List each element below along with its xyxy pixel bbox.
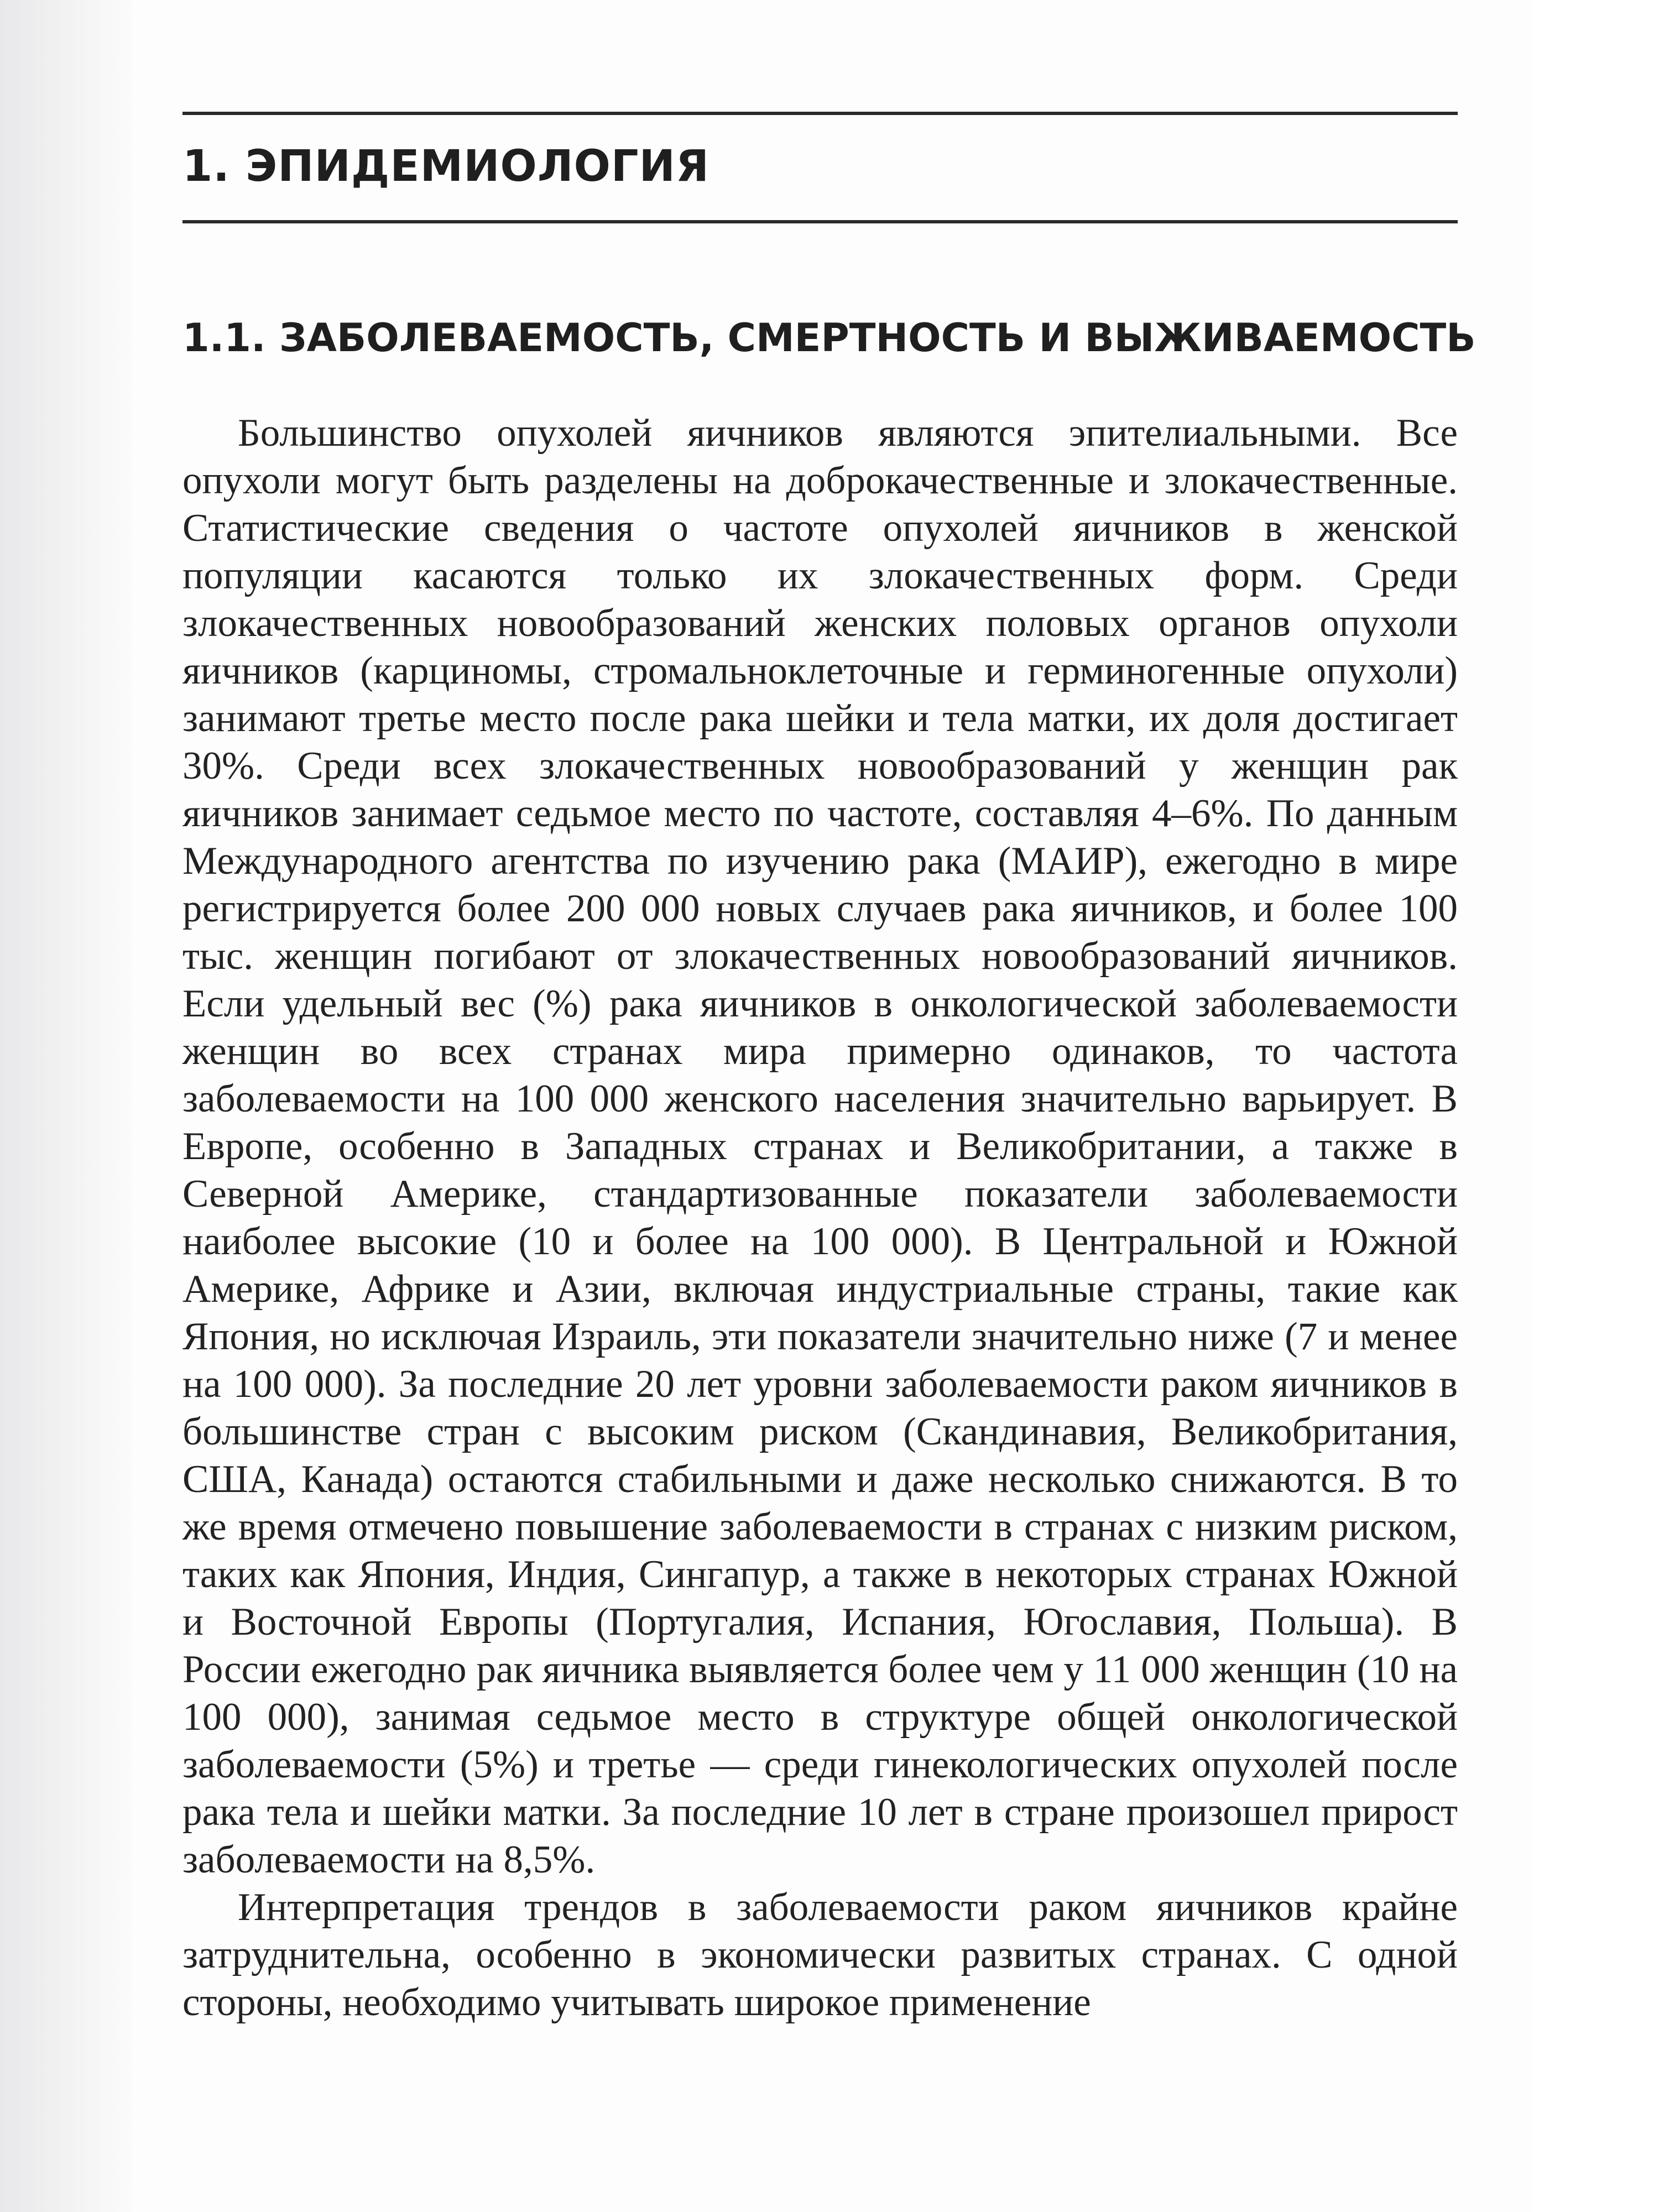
chapter-top-rule <box>182 112 1458 115</box>
section-title: 1.1. ЗАБОЛЕВАЕМОСТЬ, СМЕРТНОСТЬ И ВЫЖИВАЕМОСТЬ <box>182 315 1476 361</box>
page-margin-right <box>1532 0 1659 2212</box>
chapter-bottom-rule <box>182 220 1458 223</box>
chapter-title: 1. ЭПИДЕМИОЛОГИЯ <box>182 142 709 191</box>
paragraph: Интерпретация трендов в заболеваемости раком яичников крайне затруднительна, особенно в экономически развитых странах. С одной стороны, необходимо учитывать широкое применение <box>182 1886 1458 2024</box>
paragraph: Большинство опухолей яичников являются эпителиальными. Все опухоли могут быть разделены на доброкачественные и злокачественные. Статистические сведения о частоте опухолей яичников в женской популяции касаются только их злокачественных форм. Среди злокачественных новообразований женских половых органов опухоли яичников (карциномы, стромальноклеточные и герминогенные опухоли) занимают третье место после рака шейки и тела матки, их доля достигает 30%. Среди всех злокачественных новообразований у женщин рак яичников занимает седьмое место по частоте, составляя 4–6%. По данным Международного агентства по изучению рака (МАИР), ежегодно в мире регистрируется более 200 000 новых случаев рака яичников, и более 100 тыс. женщин погибают от злокачественных новообразований яичников. Если удельный вес (%) рака яичников в онкологической заболеваемости женщин во всех странах мира примерно одинаков, то частота заболеваемости на 100 000 женского населения значительно варьирует. В Европе, особенно в Западных странах и Великобритании, а также в Северной Америке, стандартизованные показатели заболеваемости наиболее высокие (10 и более на 100 000). В Центральной и Южной Америке, Африке и Азии, включая индустриальные страны, такие как Япония, но исключая Израиль, эти показатели значительно ниже (7 и менее на 100 000). За последние 20 лет уровни заболеваемости раком яичников в большинстве стран с высоким риском (Скандинавия, Великобритания, США, Канада) остаются стабильными и даже несколько снижаются. В то же время отмечено повышение заболеваемости в странах с низким риском, таких как Япония, Индия, Сингапур, а также в некоторых странах Южной и Восточной Европы (Португалия, Испания, Югославия, Польша). В России ежегодно рак яичника выявляется более чем у 11 000 женщин (10 на 100 000), занимая седьмое место в структуре общей онкологической заболеваемости (5%) и третье — среди гинекологических опухолей после рака тела и шейки матки. За последние 10 лет в стране произошел прирост заболеваемости на 8,5%. <box>182 411 1458 1881</box>
page-gutter-shadow <box>0 0 133 2212</box>
body-text <box>182 409 1458 2026</box>
book-page <box>133 0 1532 2212</box>
